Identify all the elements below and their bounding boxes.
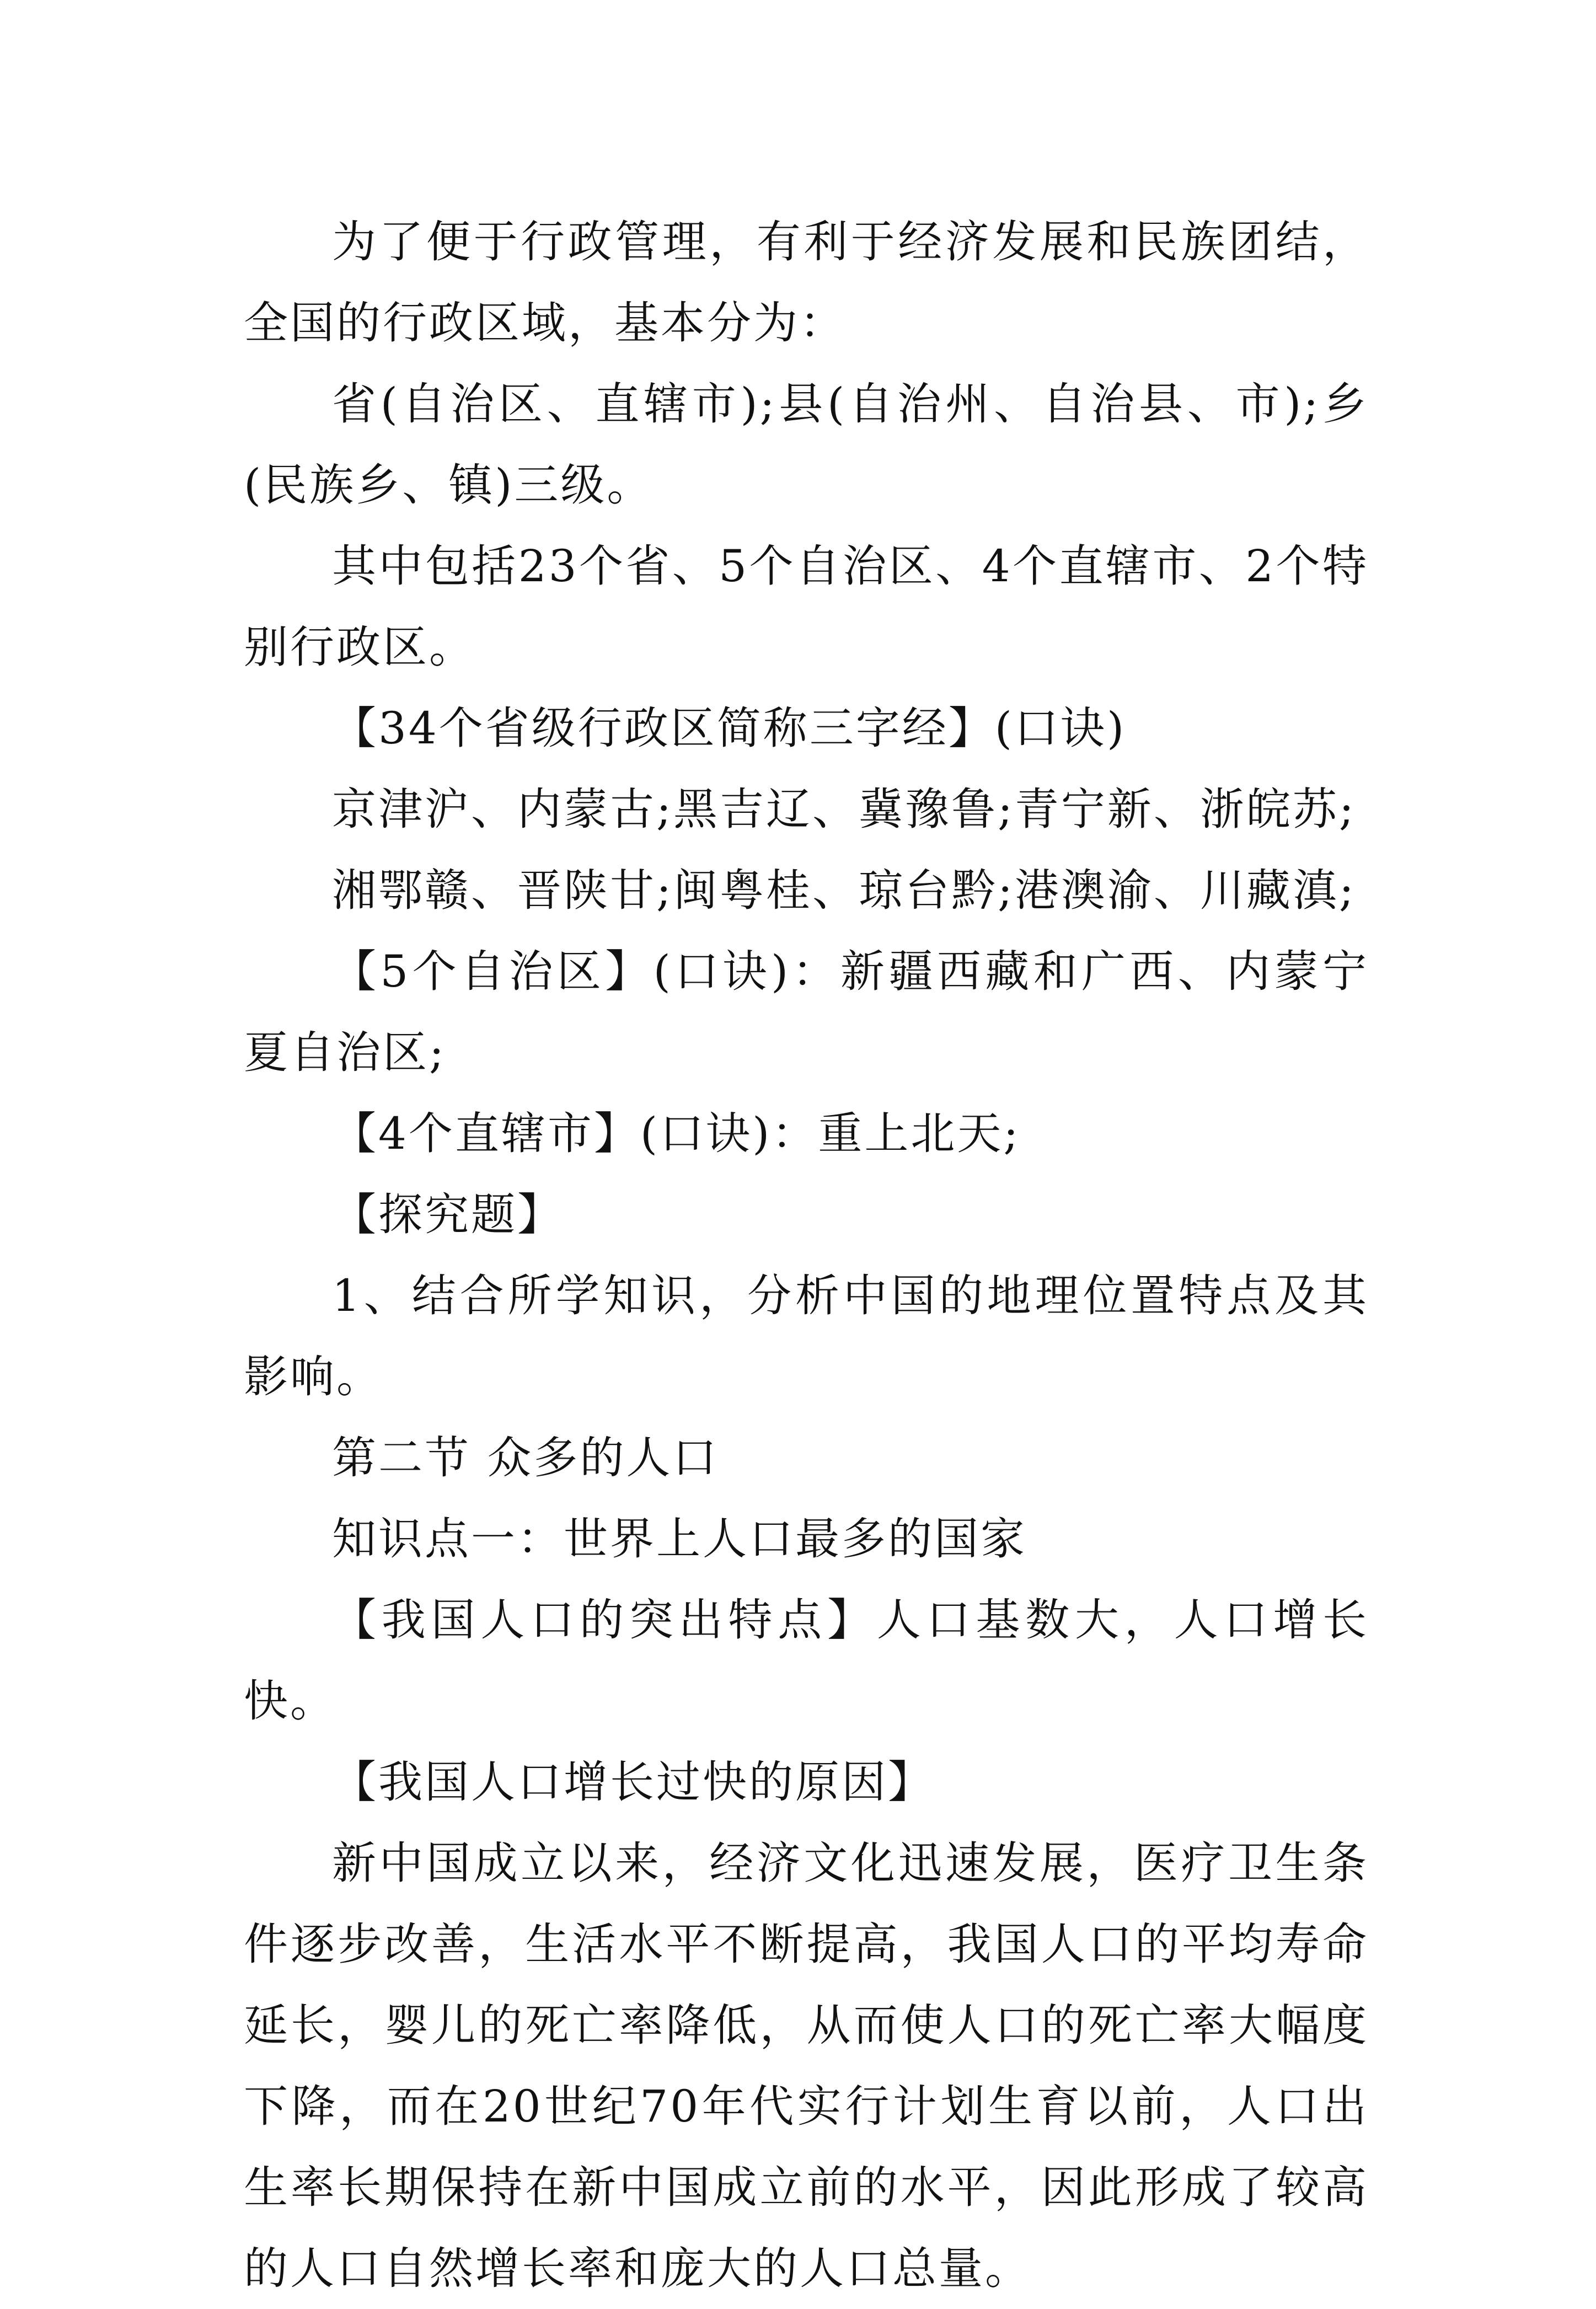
paragraph: 其中包括23个省、5个自治区、4个直辖市、2个特别行政区。 bbox=[244, 540, 1369, 673]
paragraph: 新中国成立以来，经济文化迅速发展，医疗卫生条件逐步改善，生活水平不断提高，我国人口的平均寿命延长，婴儿的死亡率降低，从而使人口的死亡率大幅度下降，而在20世纪70年代实行计划生育以前，人口出生率长期保持在新中国成立前的水平，因此形成了较高的人口自然增长率和庞大的人口总量。 bbox=[244, 1837, 1369, 2294]
paragraph: 湘鄂赣、晋陕甘;闽粤桂、琼台黔;港澳渝、川藏滇; bbox=[332, 865, 1356, 916]
paragraph: 【5个自治区】(口诀)：新疆西藏和广西、内蒙宁夏自治区; bbox=[244, 946, 1369, 1078]
section-heading: 第二节 众多的人口 bbox=[332, 1432, 719, 1483]
paragraph: 【34个省级行政区简称三字经】(口诀) bbox=[332, 703, 1127, 754]
paragraph: 【我国人口的突出特点】人口基数大，人口增长快。 bbox=[244, 1594, 1369, 1727]
body-text bbox=[244, 201, 1369, 2309]
paragraph: 京津沪、内蒙古;黑吉辽、冀豫鲁;青宁新、浙皖苏; bbox=[332, 784, 1356, 835]
paragraph: 为了便于行政管理，有利于经济发展和民族团结，全国的行政区域，基本分为： bbox=[244, 216, 1369, 349]
paragraph: 1、结合所学知识，分析中国的地理位置特点及其影响。 bbox=[244, 1270, 1369, 1402]
paragraph: 知识点一：世界上人口最多的国家 bbox=[332, 1513, 1027, 1565]
paragraph: 【我国人口增长过快的原因】 bbox=[332, 1756, 934, 1808]
paragraph: 【探究题】 bbox=[332, 1189, 564, 1240]
paragraph: 【4个直辖市】(口诀)：重上北天; bbox=[332, 1108, 1021, 1159]
paragraph: 省(自治区、直辖市);县(自治州、自治县、市);乡(民族乡、镇)三级。 bbox=[244, 378, 1369, 511]
